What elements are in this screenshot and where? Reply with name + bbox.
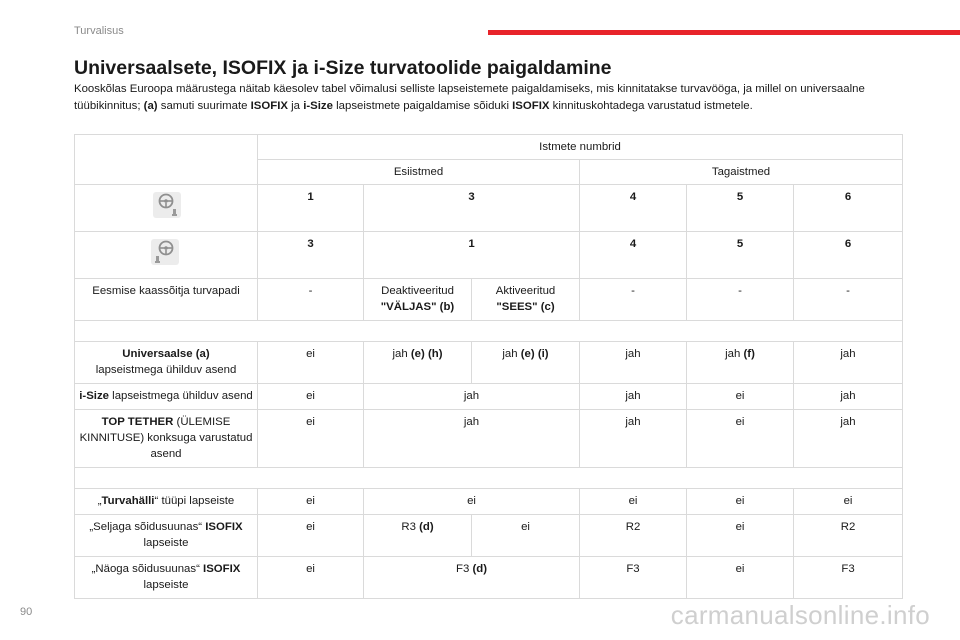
tether-cell-4: ei	[687, 410, 794, 468]
rear-facing-cell-1: ei	[258, 515, 364, 557]
header-accent-bar	[488, 30, 960, 35]
steering-wheel-seat-right-icon	[146, 236, 186, 268]
airbag-cell-5: -	[687, 279, 794, 321]
page-title: Universaalsete, ISOFIX ja i-Size turvatoolide paigaldamine	[74, 57, 612, 79]
table-separator-row	[75, 468, 903, 489]
rear-facing-cell-5: ei	[687, 515, 794, 557]
table-row-forward-facing	[75, 557, 903, 599]
airbag-label: Eesmise kaassõitja turvapadi	[75, 279, 258, 321]
carrycot-cell-4: ei	[687, 489, 794, 515]
table-row-airbag	[75, 279, 903, 321]
header-seat-numbers: Istmete numbrid	[258, 135, 903, 160]
tether-cell-3: jah	[580, 410, 687, 468]
intro-bold-2: ISOFIX	[250, 100, 288, 112]
steering-wheel-seat-left-icon	[146, 189, 186, 221]
table-corner-cell	[75, 135, 258, 185]
airbag-cell-activated: Aktiveeritud "SEES" (c)	[472, 279, 580, 321]
table-row-carrycot	[75, 489, 903, 515]
forward-facing-cell-1: ei	[258, 557, 364, 599]
airbag-cell-4: -	[580, 279, 687, 321]
universal-label: Universaalse (a) lapseistmega ühilduv asend	[75, 342, 258, 384]
lhd-cell-1: 1	[258, 185, 364, 232]
rhd-cell-3: 4	[580, 232, 687, 279]
airbag-cell-1: -	[258, 279, 364, 321]
tether-label: TOP TETHER (ÜLEMISE KINNITUSE) konksuga varustatud asend	[75, 410, 258, 468]
carrycot-cell-1: ei	[258, 489, 364, 515]
universal-cell-2: jah (e) (h)	[364, 342, 472, 384]
rear-facing-cell-4: R2	[580, 515, 687, 557]
isize-label: i-Size lapseistmega ühilduv asend	[75, 384, 258, 410]
intro-bold-4: ISOFIX	[512, 100, 550, 112]
child-seat-table	[74, 134, 903, 599]
header-rear-seats: Tagaistmed	[580, 160, 903, 185]
header-front-seats: Esiistmed	[258, 160, 580, 185]
separator-cell	[75, 468, 903, 489]
forward-facing-cell-5: F3	[794, 557, 903, 599]
forward-facing-cell-4: ei	[687, 557, 794, 599]
isize-cell-1: ei	[258, 384, 364, 410]
carrycot-cell-3: ei	[580, 489, 687, 515]
intro-text-2: samuti suurimate	[157, 100, 251, 112]
forward-facing-cell-2: F3 (d)	[364, 557, 580, 599]
rear-facing-cell-6: R2	[794, 515, 903, 557]
universal-cell-6: jah	[794, 342, 903, 384]
lhd-cell-2: 3	[364, 185, 580, 232]
isize-cell-3: jah	[580, 384, 687, 410]
tether-cell-5: jah	[794, 410, 903, 468]
intro-text-1: Kooskõlas Euroopa määrustega näitab käesolev tabel võimalusi selliste lapseistemete paigaldamiseks, mis kinnitatakse turvavööga, ja millel on universaalne tüübikinnitus;	[74, 83, 865, 112]
forward-facing-label: „Näoga sõidusuunas“ ISOFIX lapseiste	[75, 557, 258, 599]
universal-cell-4: jah	[580, 342, 687, 384]
separator-cell	[75, 321, 903, 342]
rhd-cell-4: 5	[687, 232, 794, 279]
table-row-isize	[75, 384, 903, 410]
isize-cell-4: ei	[687, 384, 794, 410]
carrycot-cell-5: ei	[794, 489, 903, 515]
intro-text-3: ja	[287, 100, 304, 112]
lhd-cell-4: 5	[687, 185, 794, 232]
rhd-cell-5: 6	[794, 232, 903, 279]
table-row-universal	[75, 342, 903, 384]
table-header-row	[75, 135, 903, 160]
table-row-rear-facing	[75, 515, 903, 557]
intro-text-4: lapseistmete paigaldamise sõiduki	[332, 100, 513, 112]
isize-cell-5: jah	[794, 384, 903, 410]
universal-cell-5: jah (f)	[687, 342, 794, 384]
rhd-cell-2: 1	[364, 232, 580, 279]
tether-cell-2: jah	[364, 410, 580, 468]
lhd-icon-cell	[75, 185, 258, 232]
carrycot-cell-2: ei	[364, 489, 580, 515]
isize-cell-2: jah	[364, 384, 580, 410]
rear-facing-label: „Seljaga sõidusuunas“ ISOFIX lapseiste	[75, 515, 258, 557]
page-number: 90	[20, 606, 33, 618]
forward-facing-cell-3: F3	[580, 557, 687, 599]
rear-facing-cell-3: ei	[472, 515, 580, 557]
table-row-lhd	[75, 185, 903, 232]
table-separator-row	[75, 321, 903, 342]
carrycot-label: „Turvahälli“ tüüpi lapseiste	[75, 489, 258, 515]
universal-cell-1: ei	[258, 342, 364, 384]
rhd-icon-cell	[75, 232, 258, 279]
universal-cell-3: jah (e) (i)	[472, 342, 580, 384]
watermark: carmanualsonline.info	[670, 600, 930, 630]
tether-cell-1: ei	[258, 410, 364, 468]
lhd-cell-5: 6	[794, 185, 903, 232]
lhd-cell-3: 4	[580, 185, 687, 232]
intro-paragraph	[74, 81, 904, 115]
table-row-rhd	[75, 232, 903, 279]
rhd-cell-1: 3	[258, 232, 364, 279]
airbag-cell-deactivated: Deaktiveeritud "VÄLJAS" (b)	[364, 279, 472, 321]
intro-bold-3: i-Size	[303, 100, 333, 112]
table-row-top-tether	[75, 410, 903, 468]
intro-bold-1: (a)	[143, 100, 158, 112]
intro-text-5: kinnituskohtadega varustatud istmetele.	[549, 100, 753, 112]
section-title: Turvalisus	[74, 25, 124, 37]
rear-facing-cell-2: R3 (d)	[364, 515, 472, 557]
airbag-cell-6: -	[794, 279, 903, 321]
